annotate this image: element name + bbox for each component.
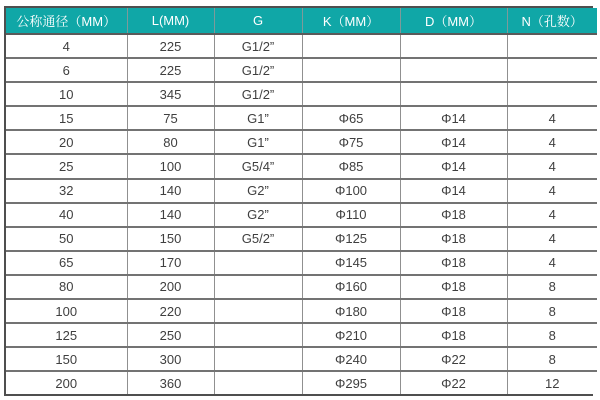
column-header: L(MM) <box>127 8 214 34</box>
table-cell: Φ14 <box>400 154 507 178</box>
table-cell: 220 <box>127 299 214 323</box>
table-cell <box>214 251 302 275</box>
table-cell <box>400 58 507 82</box>
table-cell: 225 <box>127 58 214 82</box>
table-cell <box>302 82 400 106</box>
table-cell: 50 <box>6 227 127 251</box>
table-cell: 4 <box>6 34 127 58</box>
table-row <box>6 203 597 227</box>
column-header: D（MM） <box>400 8 507 34</box>
table-cell: G1/2” <box>214 58 302 82</box>
table-cell: Φ18 <box>400 227 507 251</box>
table-row <box>6 275 597 299</box>
table-cell: 200 <box>127 275 214 299</box>
table-cell: Φ18 <box>400 251 507 275</box>
table-cell: 100 <box>6 299 127 323</box>
table-cell: 80 <box>127 130 214 154</box>
table-cell: 32 <box>6 179 127 203</box>
table-cell: 125 <box>6 323 127 347</box>
table-cell: 25 <box>6 154 127 178</box>
table-cell: Φ22 <box>400 347 507 371</box>
table-cell <box>214 275 302 299</box>
table-cell: 225 <box>127 34 214 58</box>
table-cell: Φ145 <box>302 251 400 275</box>
table-cell: G1” <box>214 106 302 130</box>
table-header-row <box>6 8 597 34</box>
table-cell: 8 <box>507 347 597 371</box>
table-cell: Φ160 <box>302 275 400 299</box>
spec-table <box>6 8 597 394</box>
table-cell: G1/2” <box>214 34 302 58</box>
table-cell: Φ240 <box>302 347 400 371</box>
table-cell: 140 <box>127 203 214 227</box>
table-cell: G1/2” <box>214 82 302 106</box>
table-cell: 65 <box>6 251 127 275</box>
table-cell <box>214 323 302 347</box>
table-cell: 360 <box>127 371 214 394</box>
table-cell: 4 <box>507 251 597 275</box>
table-cell: Φ210 <box>302 323 400 347</box>
table-cell: Φ295 <box>302 371 400 394</box>
table-cell: Φ18 <box>400 299 507 323</box>
table-cell <box>507 82 597 106</box>
table-cell: Φ14 <box>400 179 507 203</box>
table-cell <box>400 34 507 58</box>
table-row <box>6 347 597 371</box>
table-cell: 10 <box>6 82 127 106</box>
column-header: K（MM） <box>302 8 400 34</box>
table-cell: Φ110 <box>302 203 400 227</box>
table-cell <box>214 347 302 371</box>
table-cell: 4 <box>507 203 597 227</box>
table-row <box>6 58 597 82</box>
table-cell: 250 <box>127 323 214 347</box>
table-cell: G1” <box>214 130 302 154</box>
table-row <box>6 251 597 275</box>
table-cell: 4 <box>507 179 597 203</box>
table-cell: Φ85 <box>302 154 400 178</box>
table-cell: 4 <box>507 154 597 178</box>
table-cell: Φ180 <box>302 299 400 323</box>
table-cell: 4 <box>507 227 597 251</box>
table-cell: 40 <box>6 203 127 227</box>
table-cell: 150 <box>6 347 127 371</box>
table-cell: 6 <box>6 58 127 82</box>
table-cell: 75 <box>127 106 214 130</box>
table-cell: Φ18 <box>400 203 507 227</box>
table-row <box>6 299 597 323</box>
table-cell <box>302 58 400 82</box>
table-cell: 4 <box>507 106 597 130</box>
table-cell: 140 <box>127 179 214 203</box>
table-cell: Φ18 <box>400 323 507 347</box>
table-cell: Φ100 <box>302 179 400 203</box>
table-cell: 300 <box>127 347 214 371</box>
spec-table-frame <box>4 6 593 396</box>
table-row <box>6 34 597 58</box>
table-cell: 170 <box>127 251 214 275</box>
table-cell: 4 <box>507 130 597 154</box>
table-cell: Φ18 <box>400 275 507 299</box>
table-cell: Φ22 <box>400 371 507 394</box>
table-cell: Φ125 <box>302 227 400 251</box>
table-cell: Φ65 <box>302 106 400 130</box>
table-cell: 8 <box>507 323 597 347</box>
spec-table-body <box>6 34 597 394</box>
table-cell <box>400 82 507 106</box>
table-row <box>6 154 597 178</box>
table-cell: G5/4” <box>214 154 302 178</box>
table-row <box>6 106 597 130</box>
table-cell: 345 <box>127 82 214 106</box>
table-cell: G5/2” <box>214 227 302 251</box>
table-cell: 8 <box>507 299 597 323</box>
table-cell: 15 <box>6 106 127 130</box>
table-row <box>6 179 597 203</box>
table-row <box>6 130 597 154</box>
table-cell: 8 <box>507 275 597 299</box>
table-cell <box>214 299 302 323</box>
table-cell <box>507 34 597 58</box>
column-header: G <box>214 8 302 34</box>
table-cell: Φ14 <box>400 106 507 130</box>
table-cell: 12 <box>507 371 597 394</box>
table-cell: Φ75 <box>302 130 400 154</box>
column-header: N（孔数） <box>507 8 597 34</box>
table-cell: 100 <box>127 154 214 178</box>
table-cell: 80 <box>6 275 127 299</box>
table-cell: 20 <box>6 130 127 154</box>
table-cell <box>214 371 302 394</box>
table-cell <box>507 58 597 82</box>
table-row <box>6 82 597 106</box>
table-cell: Φ14 <box>400 130 507 154</box>
table-cell <box>302 34 400 58</box>
table-cell: 200 <box>6 371 127 394</box>
table-row <box>6 227 597 251</box>
table-cell: G2” <box>214 203 302 227</box>
table-cell: G2” <box>214 179 302 203</box>
table-row <box>6 371 597 394</box>
table-cell: 150 <box>127 227 214 251</box>
table-row <box>6 323 597 347</box>
column-header: 公称通径（MM） <box>6 8 127 34</box>
